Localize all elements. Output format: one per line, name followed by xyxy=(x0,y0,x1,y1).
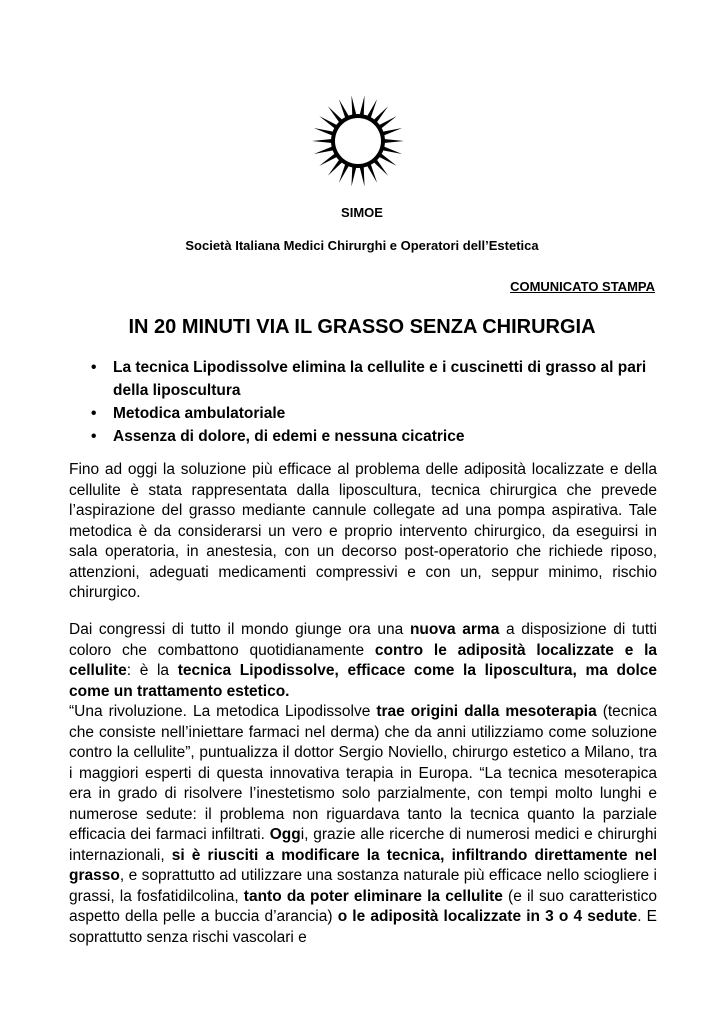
main-body xyxy=(69,620,657,948)
bullet-icon: • xyxy=(91,428,97,445)
list-item: • Assenza di dolore, di edemi e nessuna cicatrice xyxy=(91,425,657,448)
org-abbreviation: SIMOE xyxy=(341,205,383,220)
paragraph: Dai congressi di tutto il mondo giunge ora una nuova arma a disposizione di tutti coloro che combattono quotidianamente contro le adiposità localizzate e la cellulite: è la tecnica Lipodissolve, efficace come la liposcultura, ma dolce come un trattamento estetico. xyxy=(69,621,658,700)
bullet-icon: • xyxy=(91,359,97,376)
key-points-list xyxy=(91,356,657,448)
org-full-name: Società Italiana Medici Chirurghi e Operatori dell’Estetica xyxy=(185,238,539,253)
paragraph: “Una rivoluzione. La metodica Lipodissolve trae origini dalla mesoterapia (tecnica che consiste nell’iniettare farmaci nel derma) che da anni utilizziamo come soluzione contro la cellulite”, puntualizza il dottor Sergio Noviello, chirurgo estetico a Milano, tra i maggiori esperti di questa innovativa terapia in Europa. “La tecnica mesoterapica era in grado di risolvere l’inestetismo solo parzialmente, con tempi molto lunghi e numerose sedute: il problema non riguardava tanto la tecnica quanto la parziale efficacia dei farmaci infiltrati. Oggi, grazie alle ricerche di numerosi medici e chirurghi internazionali, si è riusciti a modificare la tecnica, infiltrando direttamente nel grasso, e soprattutto ad utilizzare una sostanza naturale più efficace nello sciogliere i grassi, la fosfatidilcolina, tanto da poter eliminare la cellulite (e il suo caratteristico aspetto della pelle a buccia d’arancia) o le adiposità localizzate in 3 o 4 sedute. E soprattutto senza rischi vascolari e xyxy=(69,703,658,946)
press-release-label: COMUNICATO STAMPA xyxy=(510,279,655,294)
list-item: • La tecnica Lipodissolve elimina la cellulite e i cuscinetti di grasso al pari della liposcultura xyxy=(91,356,657,402)
list-item: • Metodica ambulatoriale xyxy=(91,402,657,425)
intro-paragraph: Fino ad oggi la soluzione più efficace al problema delle adiposità localizzate e della cellulite è stata rappresentata dalla liposcultura, tecnica chirurgica che prevede l’aspirazione del grasso mediante cannule collegate ad una pompa aspirativa. Tale metodica è da considerarsi un vero e proprio intervento chirurgico, da eseguirsi in sala operatoria, in anestesia, con un decorso post-operatorio che richiede riposo, attenzioni, adeguati medicamenti compressivi e con un, seppur minimo, rischio chirurgico. xyxy=(69,461,657,601)
sun-logo-icon xyxy=(310,93,406,189)
headline: IN 20 MINUTI VIA IL GRASSO SENZA CHIRURGIA xyxy=(128,316,596,338)
bullet-icon: • xyxy=(91,405,97,422)
